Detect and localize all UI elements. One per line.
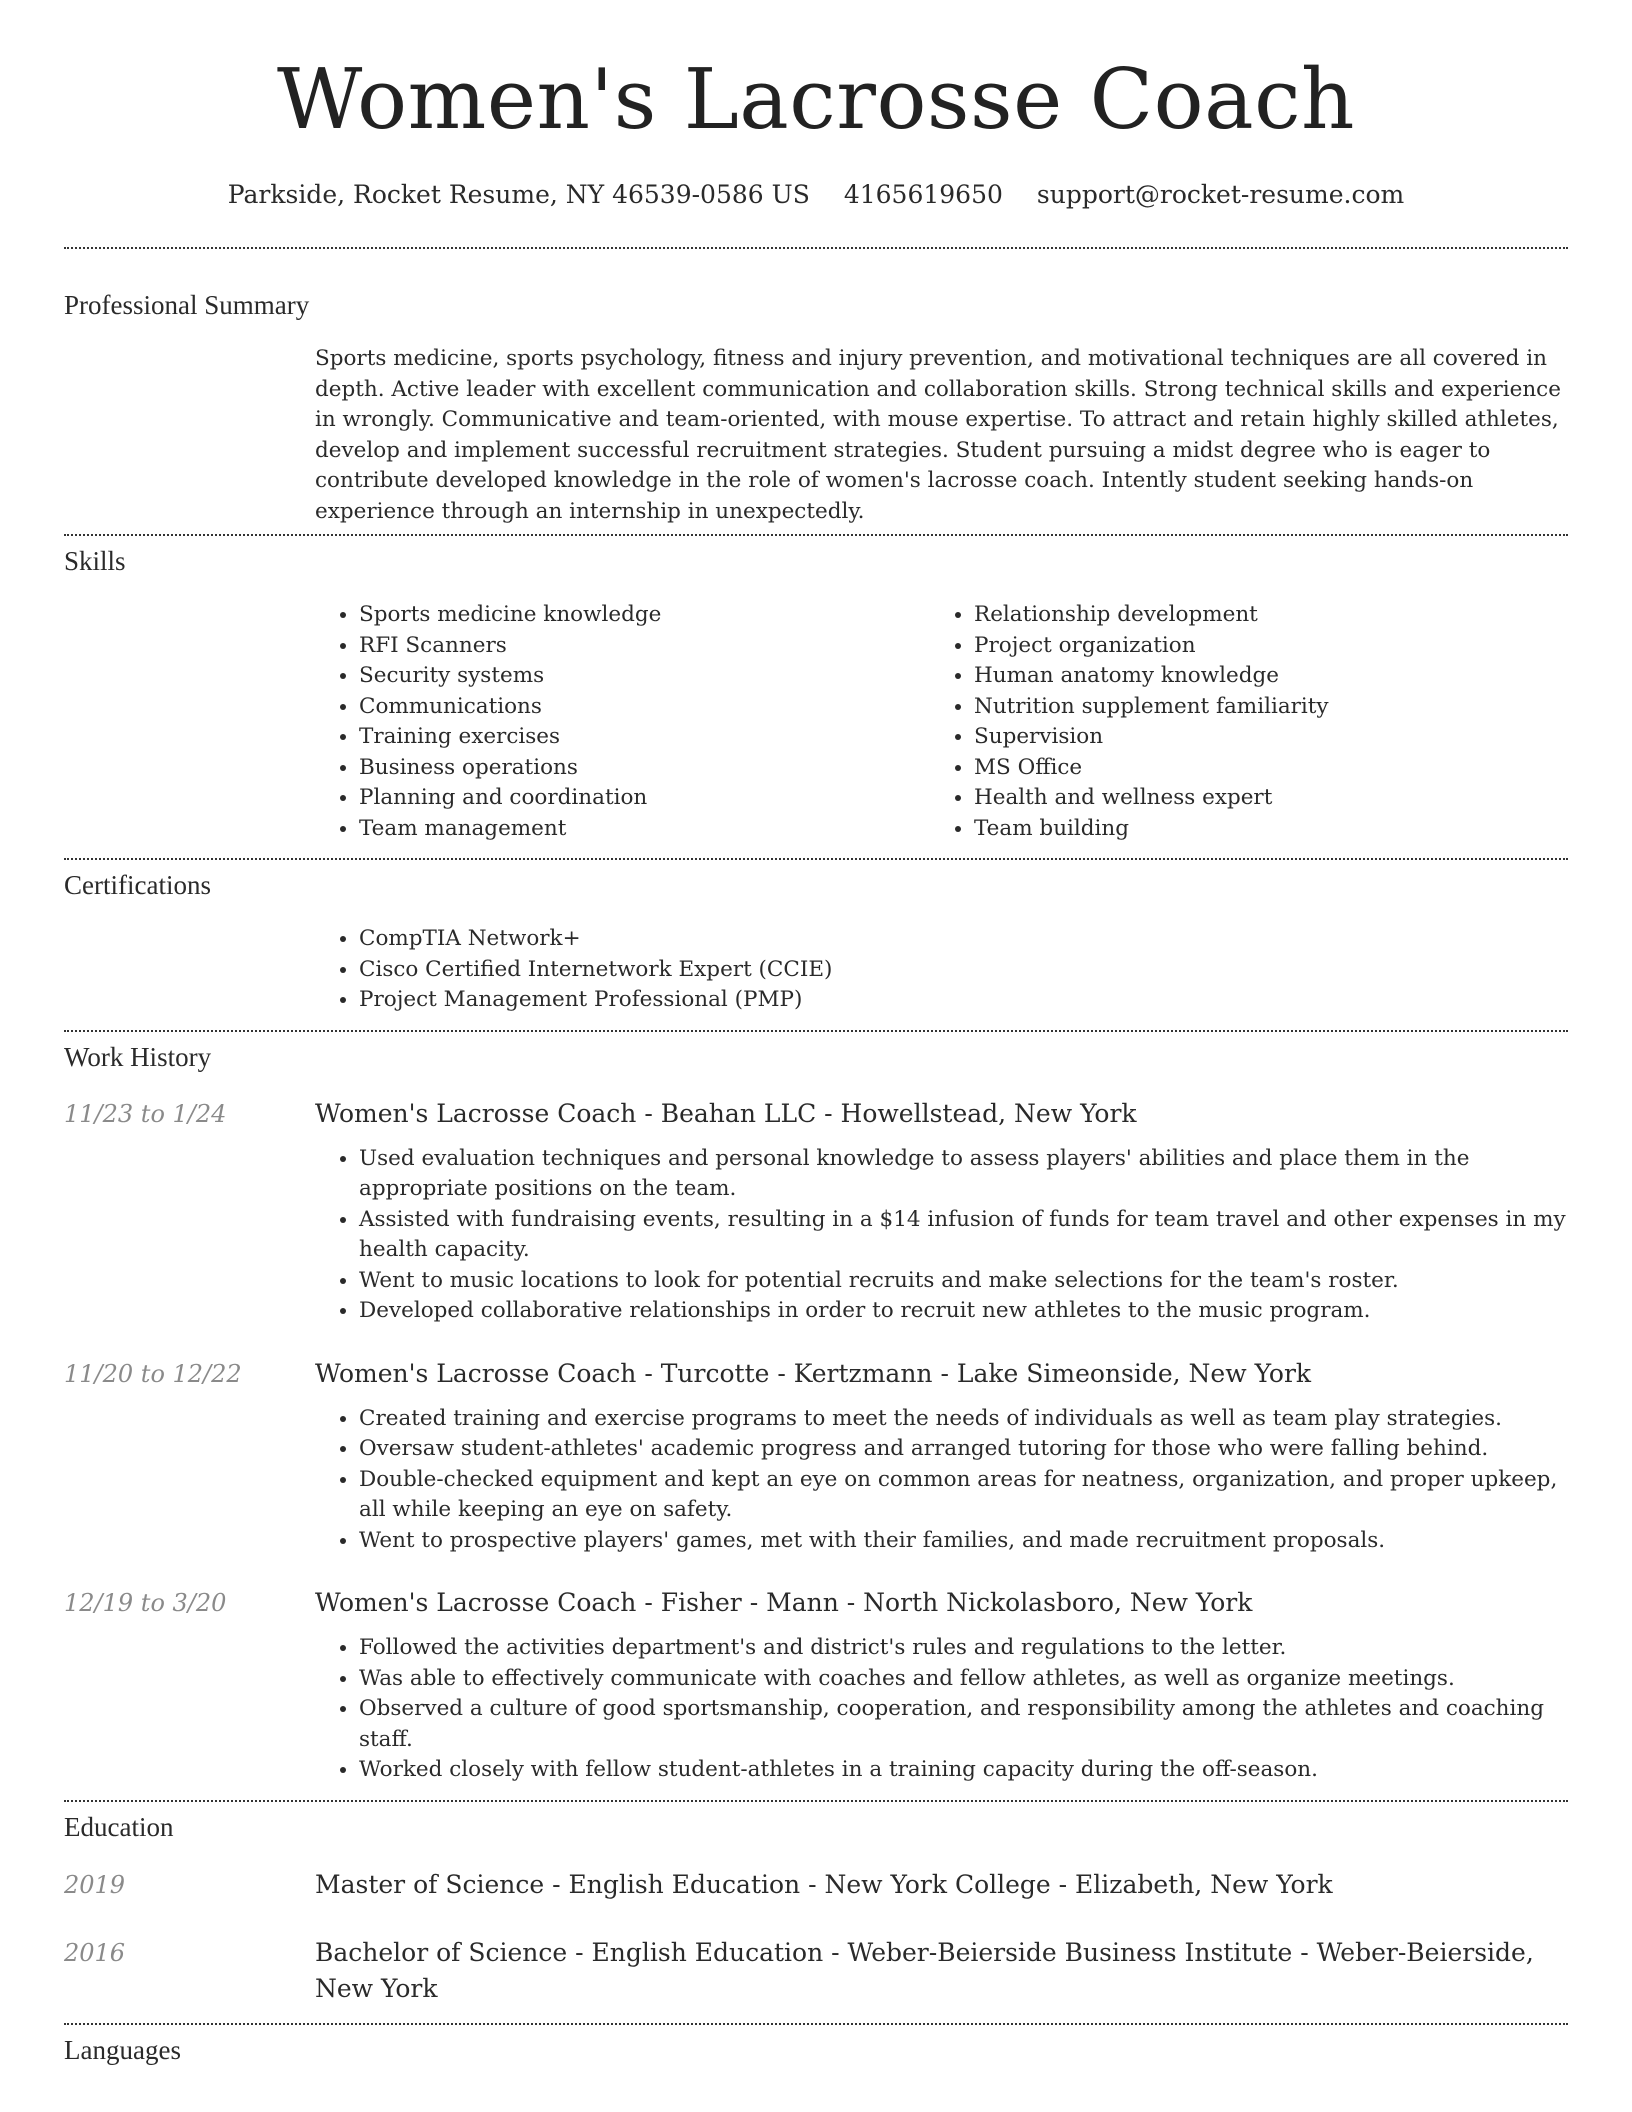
skill-item: • Project organization: [974, 631, 1545, 662]
job-entry: [64, 1586, 1568, 1786]
skill-item: • Health and wellness expert: [974, 783, 1545, 814]
job-bullet: • Assisted with fundraising events, resulting in a $14 infusion of funds for team travel and other expenses in my health capacity.: [359, 1205, 1568, 1266]
job-bullet: • Observed a culture of good sportsmanship, cooperation, and responsibility among the athletes and coaching staff.: [359, 1694, 1568, 1755]
skill-item: • Team building: [974, 814, 1545, 845]
skills-grid: [315, 600, 1568, 844]
education-degree: Master of Science - English Education - New York College - Elizabeth, New York: [315, 1869, 1333, 1899]
certification-item: • Cisco Certified Internetwork Expert (CCIE): [359, 955, 1568, 986]
certifications-list: [315, 924, 1568, 1016]
skill-item: • MS Office: [974, 753, 1545, 784]
education-entry: [64, 1867, 1568, 1903]
job-bullet: • Double-checked equipment and kept an eye on common areas for neatness, organization, and proper upkeep, all while keeping an eye on safety.: [359, 1465, 1568, 1526]
skill-item: • Security systems: [359, 661, 930, 692]
resume-header: [0, 0, 1632, 212]
summary-text: Sports medicine, sports psychology, fitness and injury prevention, and motivational techniques are all covered in depth. Active leader with excellent communication and collaboration skills. Strong technical skills and experience in wrongly. Communicative and team-oriented, with mouse expertise. To attract and retain highly skilled athletes, develop and implement successful recruitment strategies. Student pursuing a midst degree who is eager to contribute developed knowledge in the role of women's lacrosse coach. Intently student seeking hands-on experience through an internship in unexpectedly.: [315, 346, 1561, 524]
skill-item: • Planning and coordination: [359, 783, 930, 814]
education-entry: [64, 1935, 1568, 2007]
work-history-heading: Work History: [64, 1041, 212, 1072]
job-bullet: • Followed the activities department's and district's rules and regulations to the letter.: [359, 1633, 1568, 1664]
languages-section: [0, 2025, 1632, 2066]
education-degree: Bachelor of Science - English Education - Weber-Beierside Business Institute - Weber-Beierside, New York: [315, 1937, 1534, 2003]
candidate-name: Women's Lacrosse Coach: [276, 51, 1356, 148]
job-bullet: • Oversaw student-athletes' academic progress and arranged tutoring for those who were falling behind.: [359, 1434, 1568, 1465]
certifications-heading: Certifications: [64, 870, 211, 900]
work-history-section: [0, 1032, 1632, 1786]
education-date: 2019: [64, 1870, 126, 1899]
job-bullet: • Created training and exercise programs to meet the needs of individuals as well as team play strategies.: [359, 1404, 1568, 1435]
job-date: 12/19 to 3/20: [64, 1589, 227, 1617]
skill-item: • Sports medicine knowledge: [359, 600, 930, 631]
job-bullets: [315, 1404, 1568, 1557]
skill-item: • Relationship development: [974, 600, 1545, 631]
job-bullet: • Went to music locations to look for potential recruits and make selections for the team's roster.: [359, 1266, 1568, 1297]
skill-item: • Business operations: [359, 753, 930, 784]
contact-line: [0, 178, 1632, 212]
skill-item: • Supervision: [974, 722, 1545, 753]
job-date: 11/20 to 12/22: [64, 1359, 242, 1388]
job-bullets: [315, 1633, 1568, 1786]
job-date: 11/23 to 1/24: [64, 1099, 227, 1128]
job-entry: [64, 1097, 1568, 1327]
skill-item: • Nutrition supplement familiarity: [974, 692, 1545, 723]
skill-item: • RFI Scanners: [359, 631, 930, 662]
certification-item: • Project Management Professional (PMP): [359, 985, 1568, 1016]
job-title: Women's Lacrosse Coach - Beahan LLC - Howellstead, New York: [315, 1098, 1137, 1128]
contact-email[interactable]: support@rocket-resume.com: [1036, 180, 1405, 209]
skills-column-right: [930, 600, 1545, 844]
education-section: [0, 1802, 1632, 2007]
job-bullet: • Went to prospective players' games, met with their families, and made recruitment proposals.: [359, 1526, 1568, 1557]
education-heading: Education: [64, 1811, 174, 1842]
summary-heading: Professional Summary: [64, 290, 310, 320]
skill-item: • Training exercises: [359, 722, 930, 753]
job-bullet: • Developed collaborative relationships in order to recruit new athletes to the music program.: [359, 1296, 1568, 1327]
job-entry: [64, 1357, 1568, 1557]
skills-heading: Skills: [64, 546, 126, 576]
certifications-section: [0, 860, 1632, 1016]
education-date: 2016: [64, 1938, 126, 1967]
job-bullet: • Was able to effectively communicate with coaches and fellow athletes, as well as organize meetings.: [359, 1664, 1568, 1695]
job-title: Women's Lacrosse Coach - Fisher - Mann - North Nickolasboro, New York: [315, 1588, 1253, 1617]
job-bullet: • Worked closely with fellow student-athletes in a training capacity during the off-season.: [359, 1755, 1568, 1786]
skill-item: • Communications: [359, 692, 930, 723]
job-bullets: [315, 1144, 1568, 1327]
skill-item: • Team management: [359, 814, 930, 845]
skill-item: • Human anatomy knowledge: [974, 661, 1545, 692]
contact-address: Parkside, Rocket Resume, NY 46539-0586 US: [227, 180, 810, 209]
summary-section: [0, 249, 1632, 527]
skills-column-left: [315, 600, 930, 844]
languages-heading: Languages: [64, 2034, 181, 2065]
skills-section: [0, 536, 1632, 844]
certification-item: • CompTIA Network+: [359, 924, 1568, 955]
contact-phone: 4165619650: [843, 180, 1003, 209]
job-bullet: • Used evaluation techniques and personal knowledge to assess players' abilities and place them in the appropriate positions on the team.: [359, 1144, 1568, 1205]
job-title: Women's Lacrosse Coach - Turcotte - Kertzmann - Lake Simeonside, New York: [315, 1358, 1312, 1388]
